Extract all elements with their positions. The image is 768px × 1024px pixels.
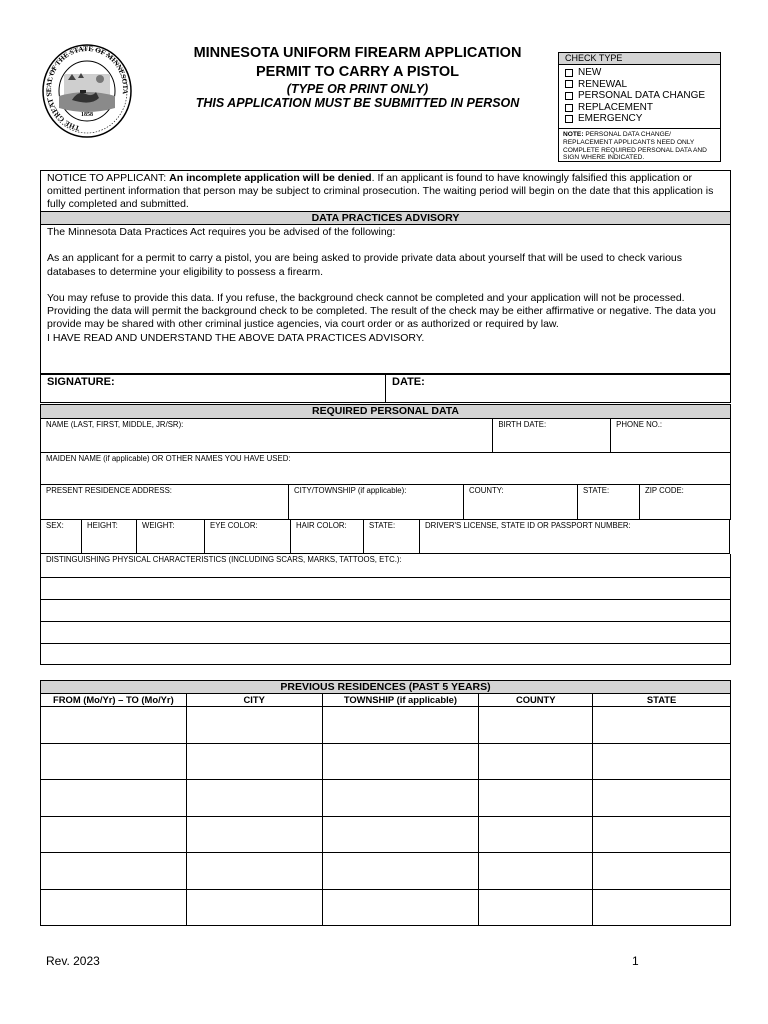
residence-township-cell[interactable]	[322, 743, 479, 780]
residence-city-cell[interactable]	[186, 707, 322, 744]
field-label: DISTINGUISHING PHYSICAL CHARACTERISTICS (INCLUDING SCARS, MARKS, TATTOOS, ETC.):	[46, 555, 402, 564]
residence-state-cell[interactable]	[593, 853, 731, 890]
field-label: SEX:	[46, 521, 64, 530]
license-state-field[interactable]	[363, 520, 420, 554]
residence-township-cell[interactable]	[322, 707, 479, 744]
form-title: MINNESOTA UNIFORM FIREARM APPLICATION	[193, 45, 522, 61]
data-practices-advisory-heading: DATA PRACTICES ADVISORY	[40, 211, 731, 225]
residence-county-cell[interactable]	[479, 889, 593, 926]
field-label: COUNTY:	[469, 486, 504, 495]
residence-city-cell[interactable]	[186, 816, 322, 853]
height-field[interactable]	[81, 520, 137, 554]
residence-state-cell[interactable]	[593, 743, 731, 780]
field-label: PHONE NO.:	[616, 420, 663, 429]
check-type-option-new[interactable]	[559, 67, 720, 79]
residence-from-to-cell[interactable]	[41, 816, 187, 853]
field-label: EYE COLOR:	[210, 521, 258, 530]
checkbox[interactable]	[565, 80, 573, 88]
date-field[interactable]	[385, 374, 731, 403]
residence-county-cell[interactable]	[479, 780, 593, 817]
residence-rows	[41, 707, 731, 926]
name-field[interactable]	[40, 419, 493, 453]
residence-county-cell[interactable]	[479, 816, 593, 853]
maiden-name-field[interactable]	[40, 453, 731, 485]
residence-row	[41, 853, 731, 890]
residence-township-cell[interactable]	[322, 853, 479, 890]
residence-city-cell[interactable]	[186, 889, 322, 926]
check-type-panel	[558, 52, 721, 162]
field-label: HAIR COLOR:	[296, 521, 347, 530]
sex-field[interactable]	[40, 520, 82, 554]
residence-county-cell[interactable]	[479, 743, 593, 780]
check-type-option-renewal[interactable]	[559, 79, 720, 91]
residence-from-to-cell[interactable]	[41, 889, 187, 926]
characteristics-line[interactable]	[40, 578, 731, 600]
license-number-field[interactable]	[419, 520, 730, 554]
advisory-paragraph-private-data: As an applicant for a permit to carry a pistol, you are being asked to provide private data about yourself that will be used to check various databases to determine your eligibility to possess a firearm.	[47, 252, 683, 278]
residence-township-cell[interactable]	[322, 780, 479, 817]
column-header-from-to: FROM (Mo/Yr) – TO (Mo/Yr)	[41, 694, 187, 707]
residence-row	[41, 816, 731, 853]
residence-township-cell[interactable]	[322, 816, 479, 853]
address-field[interactable]	[40, 485, 289, 520]
personal-row-maiden	[40, 453, 731, 485]
characteristics-line[interactable]	[40, 600, 731, 622]
notice-prefix: NOTICE TO APPLICANT:	[47, 172, 167, 184]
check-type-option-emergency[interactable]	[559, 113, 720, 125]
field-label: STATE:	[583, 486, 610, 495]
column-header-township: TOWNSHIP (if applicable)	[322, 694, 479, 707]
notice-to-applicant	[40, 170, 731, 211]
previous-residences-table	[40, 680, 731, 926]
residence-city-cell[interactable]	[186, 743, 322, 780]
check-type-title: CHECK TYPE	[559, 53, 720, 65]
personal-row-name	[40, 419, 731, 453]
distinguishing-characteristics-field[interactable]	[40, 554, 731, 578]
field-label: NAME (LAST, FIRST, MIDDLE, JR/SR):	[46, 420, 184, 429]
residence-state-cell[interactable]	[593, 707, 731, 744]
residence-row	[41, 889, 731, 926]
check-type-label: PERSONAL DATA CHANGE	[578, 90, 706, 102]
column-header-state: STATE	[593, 694, 731, 707]
personal-row-characteristics	[40, 554, 731, 578]
seal-ring-text: THE GREAT SEAL OF THE STATE OF MINNESOTA	[45, 44, 130, 133]
page-number: 1	[632, 954, 639, 968]
submit-in-person-instruction: THIS APPLICATION MUST BE SUBMITTED IN PERSON	[195, 96, 520, 110]
residence-from-to-cell[interactable]	[41, 780, 187, 817]
residence-row	[41, 707, 731, 744]
birth-date-field[interactable]	[492, 419, 611, 453]
seal-year: 1858	[81, 112, 93, 118]
city-township-field[interactable]	[288, 485, 464, 520]
residence-from-to-cell[interactable]	[41, 743, 187, 780]
field-label: HEIGHT:	[87, 521, 118, 530]
column-header-city: CITY	[186, 694, 322, 707]
checkbox[interactable]	[565, 92, 573, 100]
characteristics-line[interactable]	[40, 622, 731, 644]
check-type-label: EMERGENCY	[578, 113, 643, 125]
required-personal-data-heading: REQUIRED PERSONAL DATA	[40, 404, 731, 419]
field-label: CITY/TOWNSHIP (if applicable):	[294, 486, 407, 495]
notice-body: . If an applicant is found to have knowingly falsified this application or omitted pertinent information that person may be subject to criminal prosecution. The waiting period will begin on the date that this application is fully completed and submitted.	[47, 172, 714, 210]
signature-field[interactable]	[40, 374, 386, 403]
data-practices-advisory	[40, 225, 731, 374]
zip-code-field[interactable]	[639, 485, 731, 520]
residence-city-cell[interactable]	[186, 853, 322, 890]
hair-color-field[interactable]	[290, 520, 364, 554]
note-label: NOTE:	[563, 130, 584, 138]
type-or-print-instruction: (TYPE OR PRINT ONLY)	[286, 82, 429, 96]
field-label: ZIP CODE:	[645, 486, 684, 495]
residence-county-cell[interactable]	[479, 853, 593, 890]
personal-row-address	[40, 485, 731, 520]
previous-residences-heading: PREVIOUS RESIDENCES (PAST 5 YEARS)	[41, 681, 731, 694]
residence-from-to-cell[interactable]	[41, 707, 187, 744]
check-type-label: RENEWAL	[578, 78, 628, 90]
residence-row	[41, 780, 731, 817]
check-type-label: NEW	[578, 67, 602, 78]
checkbox[interactable]	[565, 115, 573, 123]
notice-warning: An incomplete application will be denied	[169, 172, 372, 184]
check-type-option-personal-data-change[interactable]	[559, 90, 720, 102]
check-type-label: REPLACEMENT	[578, 101, 654, 113]
residence-row	[41, 743, 731, 780]
check-type-note	[559, 128, 720, 162]
eye-color-field[interactable]	[204, 520, 291, 554]
advisory-acknowledgement: I HAVE READ AND UNDERSTAND THE ABOVE DATA PRACTICES ADVISORY.	[47, 331, 425, 344]
residence-state-cell[interactable]	[593, 816, 731, 853]
checkbox[interactable]	[565, 69, 573, 77]
field-label: MAIDEN NAME (if applicable) OR OTHER NAMES YOU HAVE USED:	[46, 454, 291, 463]
field-label: DRIVER'S LICENSE, STATE ID OR PASSPORT NUMBER:	[425, 521, 631, 530]
field-label: STATE:	[369, 521, 396, 530]
date-label: DATE:	[392, 376, 425, 388]
revision-label: Rev. 2023	[46, 954, 100, 968]
residence-state-cell[interactable]	[593, 780, 731, 817]
field-label: PRESENT RESIDENCE ADDRESS:	[46, 486, 172, 495]
residence-township-cell[interactable]	[322, 889, 479, 926]
county-field[interactable]	[463, 485, 578, 520]
column-header-county: COUNTY	[479, 694, 593, 707]
signature-label: SIGNATURE:	[47, 376, 115, 388]
residence-state-cell[interactable]	[593, 889, 731, 926]
residence-from-to-cell[interactable]	[41, 853, 187, 890]
field-label: WEIGHT:	[142, 521, 175, 530]
characteristics-line[interactable]	[40, 644, 731, 665]
form-subtitle: PERMIT TO CARRY A PISTOL	[255, 64, 460, 80]
personal-row-physical	[40, 520, 731, 554]
note-text: PERSONAL DATA CHANGE/ REPLACEMENT APPLICANTS NEED ONLY COMPLETE REQUIRED PERSONAL DATA AND SIGN WHERE INDICATED.	[563, 130, 707, 162]
advisory-intro: The Minnesota Data Practices Act requires you be advised of the following:	[47, 226, 396, 238]
checkbox[interactable]	[565, 104, 573, 112]
advisory-paragraph-refusal: You may refuse to provide this data. If you refuse, the background check cannot be completed and your application will not be processed. Providing the data will permit the background check to be completed. The result of the check may be either affirmative or negative. The data you provide may be shared with other criminal justice agencies, via court order or as authorized or required by law.	[47, 291, 716, 331]
signature-row	[40, 374, 731, 403]
state-field[interactable]	[577, 485, 640, 520]
check-type-option-replacement[interactable]	[559, 102, 720, 114]
weight-field[interactable]	[136, 520, 205, 554]
minnesota-state-seal	[42, 44, 132, 139]
residence-city-cell[interactable]	[186, 780, 322, 817]
residence-county-cell[interactable]	[479, 707, 593, 744]
field-label: BIRTH DATE:	[498, 420, 547, 429]
phone-field[interactable]	[610, 419, 731, 453]
